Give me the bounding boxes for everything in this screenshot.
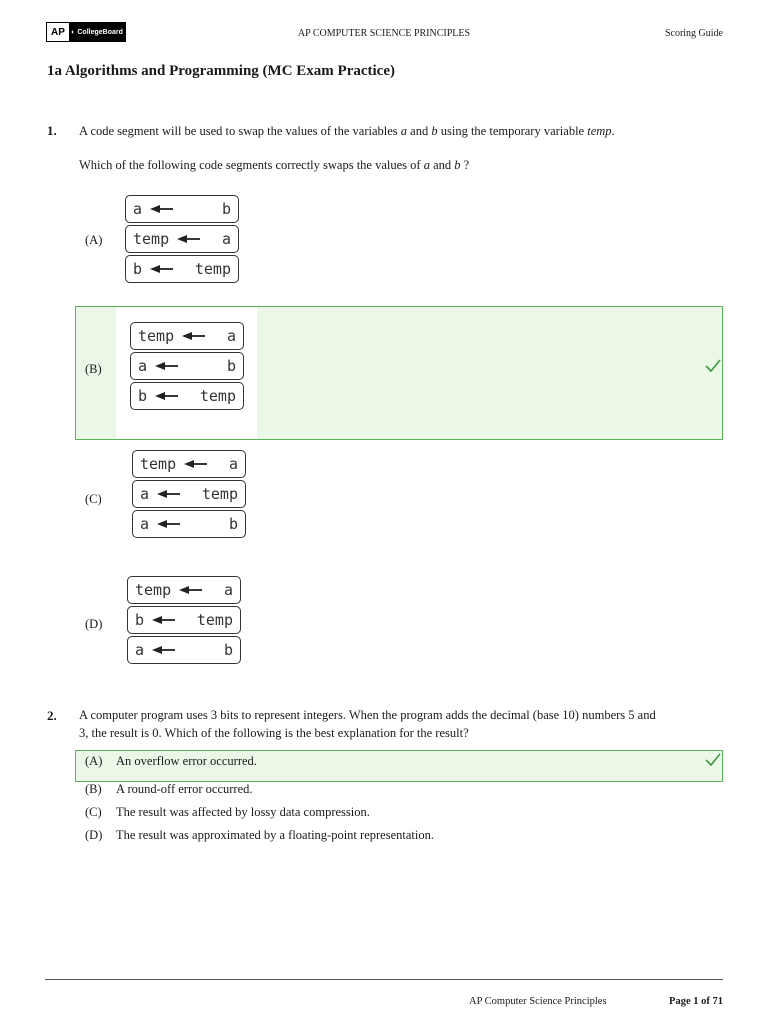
left-arrow-icon [152,645,176,655]
assign-target: b [135,611,145,629]
assign-source: temp [196,611,233,629]
assign-target: b [133,260,143,278]
acorn-icon: ◐ [71,28,76,36]
assign-target: temp [140,455,177,473]
page-title: 1a Algorithms and Programming (MC Exam Practice) [47,63,395,79]
assign-source: temp [199,387,236,405]
left-arrow-icon [179,585,203,595]
header-course-title: AP COMPUTER SCIENCE PRINCIPLES [297,28,471,39]
assign-target: a [135,641,145,659]
footer-subject: AP Computer Science Principles [469,996,607,1007]
assign-source: a [221,230,231,248]
question-1-prompt: Which of the following code segments correctly swaps the values of a and b ? [79,158,470,172]
assignment-statement [125,255,239,283]
assign-source: a [223,581,233,599]
assign-target: a [140,485,150,503]
option-label-b[interactable]: (B) [85,362,102,376]
assignment-statement [127,636,241,664]
question-2-line-1: A computer program uses 3 bits to represent integers. When the program adds the decimal (base 10) numbers 5 and [79,708,656,722]
question-2-line-2: 3, the result is 0. Which of the following is the best explanation for the result? [79,726,469,740]
assign-target: temp [133,230,170,248]
assignment-statement [130,322,244,350]
left-arrow-icon [177,234,201,244]
assign-source: b [228,515,238,533]
question-2-number: 2. [47,708,57,723]
option-label-c[interactable]: (C) [85,492,102,506]
left-arrow-icon [182,331,206,341]
footer-page-number: Page 1 of 71 [669,996,723,1007]
assign-source: temp [194,260,231,278]
assignment-statement [132,450,246,478]
assign-target: a [138,357,148,375]
answer-option-b[interactable]: (B) A round-off error occurred. [85,782,253,796]
option-label-a[interactable]: (A) [85,233,103,247]
assign-target: b [138,387,148,405]
assign-target: temp [135,581,172,599]
check-icon [705,753,721,767]
question-1-stem: A code segment will be used to swap the values of the variables a and b using the temporary variable temp. [79,124,615,138]
left-arrow-icon [150,204,174,214]
left-arrow-icon [157,489,181,499]
assign-target: a [133,200,143,218]
answer-option-d[interactable]: (D) The result was approximated by a floating-point representation. [85,828,434,842]
assign-source: b [221,200,231,218]
assignment-statement [132,510,246,538]
assignment-statement [132,480,246,508]
left-arrow-icon [155,391,179,401]
left-arrow-icon [152,615,176,625]
assignment-statement [130,352,244,380]
left-arrow-icon [157,519,181,529]
assignment-statement [127,576,241,604]
assign-source: a [228,455,238,473]
left-arrow-icon [184,459,208,469]
assign-source: b [223,641,233,659]
assign-source: b [226,357,236,375]
assign-source: a [226,327,236,345]
assignment-statement [125,195,239,223]
assign-target: temp [138,327,175,345]
check-icon [705,359,721,373]
assignment-statement [127,606,241,634]
answer-option-a[interactable]: (A) An overflow error occurred. [85,754,257,768]
page-header [0,0,768,56]
assignment-statement [130,382,244,410]
answer-option-c[interactable]: (C) The result was affected by lossy data compression. [85,805,370,819]
option-label-d[interactable]: (D) [85,617,103,631]
left-arrow-icon [155,361,179,371]
assignment-statement [125,225,239,253]
assign-target: a [140,515,150,533]
footer-divider [45,979,723,980]
left-arrow-icon [150,264,174,274]
logo-ap: AP [47,23,69,41]
question-1-number: 1. [47,123,57,138]
header-scoring-guide: Scoring Guide [664,28,723,39]
logo-collegeboard: ◐ CollegeBoard [69,23,125,41]
assign-source: temp [201,485,238,503]
